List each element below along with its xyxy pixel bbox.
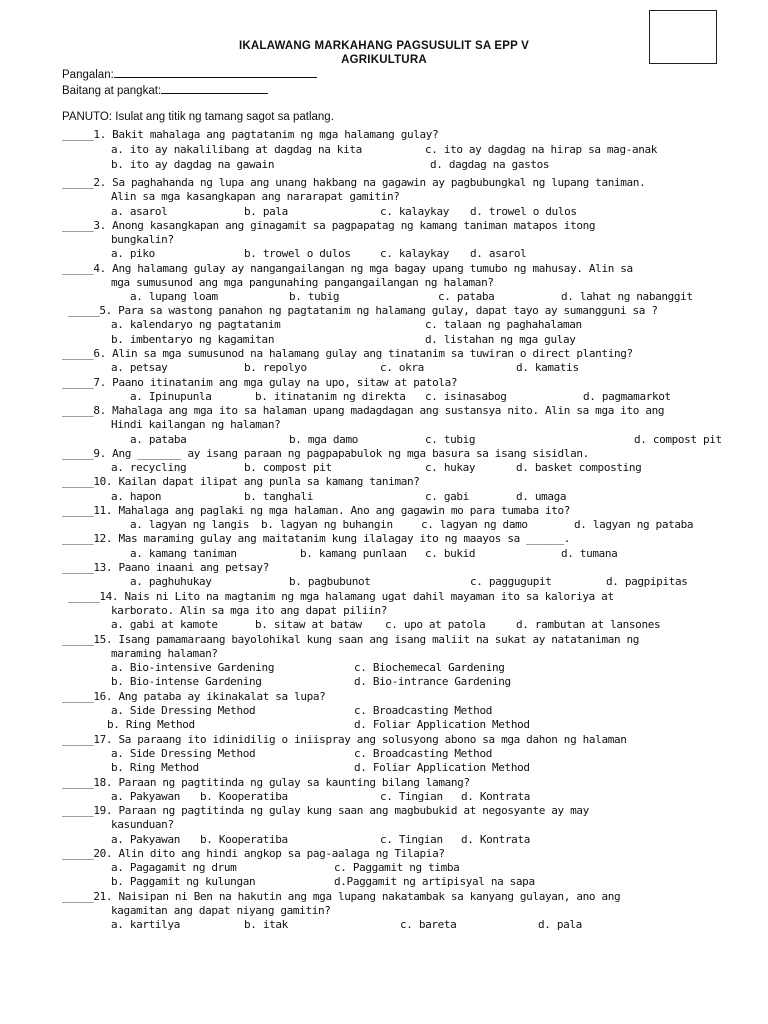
option-a: a. lupang loam	[130, 290, 218, 303]
question-2: _____2. Sa paghahanda ng lupa ang unang hakbang na gagawin ay pagbubungkal ng lupang taniman.	[62, 176, 646, 189]
question-text-cont: karborato. Alin sa mga ito ang dapat piliin?	[111, 604, 387, 617]
option-c: c. Biochemecal Gardening	[354, 661, 505, 674]
question-text-cont: Alin sa mga kasangkapan ang nararapat gamitin?	[111, 190, 400, 203]
option-b: b. Kooperatiba	[200, 790, 288, 803]
question-text-cont: bungkalin?	[111, 233, 174, 246]
instructions: PANUTO: Isulat ang titik ng tamang sagot sa patlang.	[62, 111, 334, 123]
option-d: d. pala	[538, 918, 582, 931]
name-field	[62, 67, 317, 81]
option-c: c. pataba	[438, 290, 495, 303]
option-d: d. basket composting	[516, 461, 642, 474]
question-19: _____19. Paraan ng pagtitinda ng gulay kung saan ang magbubukid at negosyante ay may	[62, 804, 589, 817]
option-b: b. compost pit	[244, 461, 332, 474]
question-21: _____21. Naisipan ni Ben na hakutin ang mga lupang nakatambak sa kanyang gulayan, ano ang	[62, 890, 621, 903]
option-d: d. pagmamarkot	[583, 390, 671, 403]
option-d: d. tumana	[561, 547, 618, 560]
option-d: d. Foliar Application Method	[354, 761, 530, 774]
question-13: _____13. Paano inaani ang petsay?	[62, 561, 269, 574]
option-b: b. pagbubunot	[289, 575, 371, 588]
option-c: c. kalaykay	[380, 205, 449, 218]
question-8: _____8. Mahalaga ang mga ito sa halaman upang madagdagan ang sustansya nito. Alin sa mga ito ang	[62, 404, 665, 417]
option-c: c. bukid	[425, 547, 476, 560]
exam-title: IKALAWANG MARKAHANG PAGSUSULIT SA EPP V	[239, 40, 529, 52]
option-a: a. Side Dressing Method	[111, 704, 256, 717]
question-7: _____7. Paano itinatanim ang mga gulay na upo, sitaw at patola?	[62, 376, 458, 389]
option-b: b. tanghali	[244, 490, 313, 503]
option-a: a. hapon	[111, 490, 162, 503]
option-a: a. kamang taniman	[130, 547, 237, 560]
question-17: _____17. Sa paraang ito idinidilig o iniispray ang solusyong abono sa mga dahon ng halaman	[62, 733, 627, 746]
option-a: a. gabi at kamote	[111, 618, 218, 631]
option-a: a. recycling	[111, 461, 187, 474]
question-15: _____15. Isang pamamaraang bayolohikal kung saan ang isang maliit na sukat ay natataniman ng	[62, 633, 640, 646]
option-a: a. ito ay nakalilibang at dagdag na kita	[111, 143, 362, 156]
option-b: b. lagyan ng buhangin	[261, 518, 393, 531]
option-d: d.Paggamit ng artipisyal na sapa	[334, 875, 535, 888]
option-b: b. ito ay dagdag na gawain	[111, 158, 275, 171]
option-a: a. kartilya	[111, 918, 180, 931]
option-a: a. Ipinupunla	[130, 390, 212, 403]
option-a: a. kalendaryo ng pagtatanim	[111, 318, 281, 331]
subject-title: AGRIKULTURA	[341, 54, 427, 66]
option-b: b. sitaw at bataw	[255, 618, 362, 631]
option-a: a. asarol	[111, 205, 168, 218]
option-d: d. Foliar Application Method	[354, 718, 530, 731]
option-d: d. Kontrata	[461, 790, 530, 803]
option-d: d. Bio-intrance Gardening	[354, 675, 511, 688]
option-b: b. itinatanim ng direkta	[255, 390, 406, 403]
question-4: _____4. Ang halamang gulay ay nangangailangan ng mga bagay upang tumubo ng mahusay. Alin sa	[62, 262, 633, 275]
option-a: a. pataba	[130, 433, 187, 446]
grade-label: Baitang at pangkat:	[62, 85, 162, 97]
question-3: _____3. Anong kasangkapan ang ginagamit sa pagpapatag ng kamang taniman matapos itong	[62, 219, 596, 232]
option-d: d. umaga	[516, 490, 567, 503]
option-a: a. petsay	[111, 361, 168, 374]
option-a: a. Pagagamit ng drum	[111, 861, 237, 874]
option-a: a. piko	[111, 247, 155, 260]
question-text-cont: maraming halaman?	[111, 647, 218, 660]
option-b: b. Ring Method	[111, 761, 199, 774]
option-c: c. ito ay dagdag na hirap sa mag-anak	[425, 143, 658, 156]
option-b: b. trowel o dulos	[244, 247, 351, 260]
option-c: c. talaan ng paghahalaman	[425, 318, 582, 331]
name-blank[interactable]	[114, 67, 317, 78]
option-d: d. kamatis	[516, 361, 579, 374]
option-d: d. listahan ng mga gulay	[425, 333, 576, 346]
option-c: c. tubig	[425, 433, 476, 446]
grade-blank[interactable]	[161, 83, 268, 94]
question-16: _____16. Ang pataba ay ikinakalat sa lupa?	[62, 690, 326, 703]
option-a: a. Bio-intensive Gardening	[111, 661, 275, 674]
option-a: a. Pakyawan	[111, 833, 180, 846]
option-b: b. kamang punlaan	[300, 547, 407, 560]
option-b: b. imbentaryo ng kagamitan	[111, 333, 275, 346]
option-d: d. lagyan ng pataba	[574, 518, 694, 531]
option-c: c. Tingian	[380, 790, 443, 803]
question-text-cont: mga sumusunod ang mga pangunahing pangangailangan ng halaman?	[111, 276, 494, 289]
option-b: b. mga damo	[289, 433, 358, 446]
option-d: d. asarol	[470, 247, 527, 260]
option-c: c. lagyan ng damo	[421, 518, 528, 531]
question-text-cont: kasunduan?	[111, 818, 174, 831]
option-c: c. paggugupit	[470, 575, 552, 588]
question-14: _____14. Nais ni Lito na magtanim ng mga halamang ugat dahil mayaman ito sa kaloriya at	[68, 590, 614, 603]
option-c: c. hukay	[425, 461, 476, 474]
option-c: c. bareta	[400, 918, 457, 931]
option-b: b. pala	[244, 205, 288, 218]
question-18: _____18. Paraan ng pagtitinda ng gulay sa kaunting bilang lamang?	[62, 776, 470, 789]
option-c: c. Broadcasting Method	[354, 747, 492, 760]
option-c: c. Paggamit ng timba	[334, 861, 460, 874]
option-c: c. Tingian	[380, 833, 443, 846]
option-c: c. gabi	[425, 490, 469, 503]
question-text-cont: kagamitan ang dapat niyang gamitin?	[111, 904, 331, 917]
name-label: Pangalan:	[62, 69, 114, 81]
grade-field	[62, 83, 268, 97]
option-a: a. paghuhukay	[130, 575, 212, 588]
option-b: b. Kooperatiba	[200, 833, 288, 846]
option-b: b. Paggamit ng kulungan	[111, 875, 256, 888]
option-c: c. kalaykay	[380, 247, 449, 260]
option-b: b. tubig	[289, 290, 340, 303]
question-5: _____5. Para sa wastong panahon ng pagtatanim ng halamang gulay, dapat tayo ay sumangguni sa ?	[68, 304, 658, 317]
option-d: d. Kontrata	[461, 833, 530, 846]
option-c: c. isinasabog	[425, 390, 507, 403]
option-a: a. Side Dressing Method	[111, 747, 256, 760]
question-text-cont: Hindi kailangan ng halaman?	[111, 418, 281, 431]
option-c: c. upo at patola	[385, 618, 486, 631]
question-1: _____1. Bakit mahalaga ang pagtatanim ng mga halamang gulay?	[62, 128, 439, 141]
option-a: a. Pakyawan	[111, 790, 180, 803]
option-a: a. lagyan ng langis	[130, 518, 250, 531]
option-d: d. compost pit	[634, 433, 722, 446]
question-6: _____6. Alin sa mga sumusunod na halamang gulay ang tinatanim sa tuwiran o direct planting?	[62, 347, 633, 360]
option-d: d. trowel o dulos	[470, 205, 577, 218]
option-d: d. rambutan at lansones	[516, 618, 661, 631]
option-d: d. dagdag na gastos	[430, 158, 550, 171]
option-b: b. itak	[244, 918, 288, 931]
question-12: _____12. Mas maraming gulay ang maitatanim kung ilalagay ito ng maayos sa ______.	[62, 532, 571, 545]
question-9: _____9. Ang _______ ay isang paraan ng pagpapabulok ng mga basura sa isang sisidlan.	[62, 447, 589, 460]
question-10: _____10. Kailan dapat ilipat ang punla sa kamang taniman?	[62, 475, 420, 488]
option-b: b. repolyo	[244, 361, 307, 374]
option-c: c. okra	[380, 361, 424, 374]
option-b: b. Bio-intense Gardening	[111, 675, 262, 688]
option-d: d. lahat ng nabanggit	[561, 290, 693, 303]
option-b: b. Ring Method	[107, 718, 195, 731]
option-c: c. Broadcasting Method	[354, 704, 492, 717]
option-d: d. pagpipitas	[606, 575, 688, 588]
question-11: _____11. Mahalaga ang paglaki ng mga halaman. Ano ang gagawin mo para tumaba ito?	[62, 504, 571, 517]
question-20: _____20. Alin dito ang hindi angkop sa pag-aalaga ng Tilapia?	[62, 847, 445, 860]
